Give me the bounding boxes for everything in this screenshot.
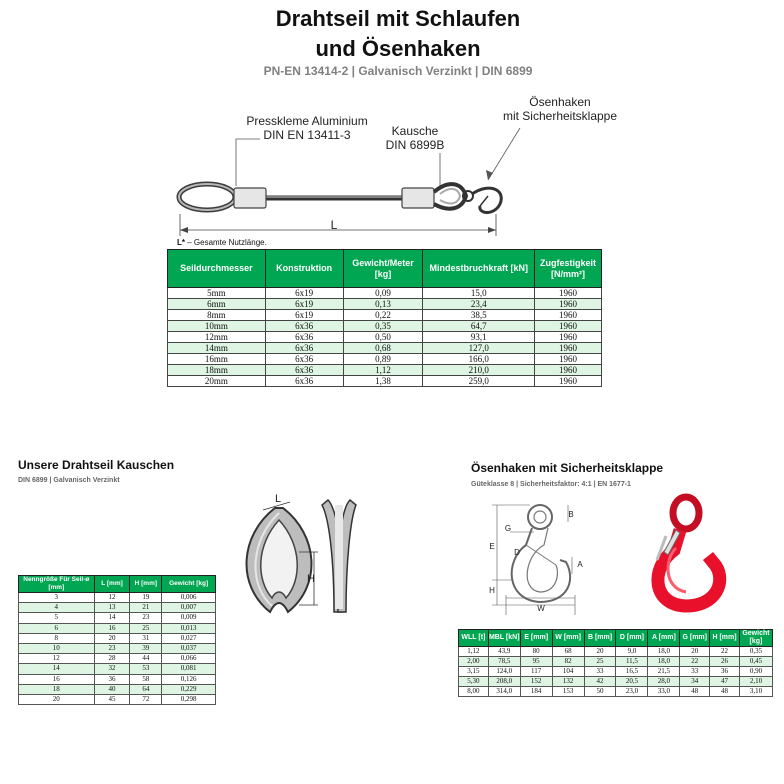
col-header: Nenngröße Für Seil-ø [mm]	[19, 576, 95, 593]
press-clamp-label-2: DIN EN 13411-3	[263, 128, 351, 142]
table-cell: 1,12	[459, 647, 489, 657]
table-cell: 104	[552, 667, 584, 677]
table-cell: 0,09	[343, 288, 423, 299]
table-cell: 184	[520, 687, 552, 697]
table-cell: 0,35	[739, 647, 772, 657]
col-header: Mindestbruchkraft [kN]	[423, 250, 535, 288]
table-cell: 23	[94, 643, 130, 653]
table-row	[459, 657, 773, 667]
table-cell: 16mm	[168, 354, 266, 365]
table-cell: 132	[552, 677, 584, 687]
table-cell: 20,5	[616, 677, 648, 687]
col-header: Zugfestigkeit [N/mm²]	[535, 250, 602, 288]
table-cell: 1,12	[343, 365, 423, 376]
table-cell: 210,0	[423, 365, 535, 376]
table-cell: 1960	[535, 376, 602, 387]
table-cell: 14mm	[168, 343, 266, 354]
table-cell: 259,0	[423, 376, 535, 387]
table-cell: 1960	[535, 299, 602, 310]
table-cell: 152	[520, 677, 552, 687]
page-subtitle: PN-EN 13414-2 | Galvanisch Verzinkt | DIN 6899	[263, 64, 533, 78]
table-cell: 16	[94, 623, 130, 633]
table-row	[459, 687, 773, 697]
red-hook-icon	[657, 497, 720, 606]
table-cell: 33,0	[648, 687, 680, 697]
table-cell: 15,0	[423, 288, 535, 299]
table-cell: 23,0	[616, 687, 648, 697]
col-header: H [mm]	[130, 576, 162, 593]
table-cell: 80	[520, 647, 552, 657]
table-cell: 6x36	[265, 332, 343, 343]
table-cell: 0,13	[343, 299, 423, 310]
hook-dim-d: D	[514, 548, 520, 557]
table-cell: 45	[94, 694, 130, 704]
table-cell: 0,68	[343, 343, 423, 354]
table-cell: 33	[680, 667, 710, 677]
col-header: L [mm]	[94, 576, 130, 593]
table-cell: 1960	[535, 310, 602, 321]
table-cell: 0,229	[162, 684, 216, 694]
thimble-label-1: Kausche	[391, 124, 439, 138]
table-cell: 72	[130, 694, 162, 704]
table-cell: 6x36	[265, 343, 343, 354]
table-cell: 43,9	[488, 647, 520, 657]
table-cell: 32	[94, 664, 130, 674]
table-cell: 48	[710, 687, 740, 697]
table-cell: 10	[19, 643, 95, 653]
table-cell: 0,007	[162, 603, 216, 613]
table-cell: 6x19	[265, 310, 343, 321]
table-cell: 6x36	[265, 365, 343, 376]
length-note-symbol: L*	[177, 238, 185, 247]
table-cell: 16,5	[616, 667, 648, 677]
table-header-row	[459, 630, 773, 647]
table-cell: 12mm	[168, 332, 266, 343]
table-cell: 6x36	[265, 354, 343, 365]
table-cell: 28,0	[648, 677, 680, 687]
table-cell: 64,7	[423, 321, 535, 332]
hook-spec-table	[458, 629, 773, 697]
table-cell: 166,0	[423, 354, 535, 365]
table-row	[459, 667, 773, 677]
table-cell: 14	[19, 664, 95, 674]
table-row	[459, 647, 773, 657]
table-cell: 25	[130, 623, 162, 633]
table-cell: 21,5	[648, 667, 680, 677]
table-cell: 18,0	[648, 647, 680, 657]
table-cell: 5	[19, 613, 95, 623]
col-header: G [mm]	[680, 630, 710, 647]
table-cell: 13	[94, 603, 130, 613]
table-cell: 47	[710, 677, 740, 687]
table-cell: 3,15	[459, 667, 489, 677]
length-label: L	[330, 218, 338, 232]
table-cell: 95	[520, 657, 552, 667]
table-cell: 12	[19, 654, 95, 664]
table-cell: 22	[680, 657, 710, 667]
table-cell: 18mm	[168, 365, 266, 376]
hook-dim-e: E	[489, 542, 495, 551]
table-cell: 23,4	[423, 299, 535, 310]
table-cell: 0,45	[739, 657, 772, 667]
table-cell: 0,90	[739, 667, 772, 677]
table-cell: 6x19	[265, 299, 343, 310]
table-cell: 20	[19, 694, 95, 704]
table-cell: 36	[710, 667, 740, 677]
table-cell: 19	[130, 593, 162, 603]
table-cell: 6mm	[168, 299, 266, 310]
hooks-subtitle: Güteklasse 8 | Sicherheitsfaktor: 4:1 | EN 1677-1	[471, 481, 631, 488]
table-cell: 0,22	[343, 310, 423, 321]
thimble-dim-h: H	[307, 573, 315, 585]
table-cell: 18	[19, 684, 95, 694]
thimble-dim-l: L	[274, 493, 282, 505]
table-cell: 2,10	[739, 677, 772, 687]
table-cell: 22	[710, 647, 740, 657]
table-cell: 1960	[535, 332, 602, 343]
table-cell: 0,89	[343, 354, 423, 365]
table-cell: 11,5	[616, 657, 648, 667]
table-cell: 2,00	[459, 657, 489, 667]
table-cell: 53	[130, 664, 162, 674]
table-cell: 20	[680, 647, 710, 657]
table-cell: 1960	[535, 321, 602, 332]
table-cell: 6x36	[265, 321, 343, 332]
table-cell: 42	[584, 677, 616, 687]
table-cell: 93,1	[423, 332, 535, 343]
table-cell: 0,006	[162, 593, 216, 603]
table-cell: 58	[130, 674, 162, 684]
press-clamp-label-1: Presskleme Aluminium	[246, 114, 368, 128]
table-cell: 6x19	[265, 288, 343, 299]
hooks-title: Ösenhaken mit Sicherheitsklappe	[471, 461, 664, 475]
table-cell: 31	[130, 633, 162, 643]
table-cell: 21	[130, 603, 162, 613]
table-cell: 0,126	[162, 674, 216, 684]
kauschen-title: Unsere Drahtseil Kauschen	[18, 458, 175, 472]
table-cell: 1960	[535, 288, 602, 299]
table-cell: 0,009	[162, 613, 216, 623]
col-header: Konstruktion	[265, 250, 343, 288]
col-header: MBL [kN]	[488, 630, 520, 647]
table-cell: 5,30	[459, 677, 489, 687]
table-cell: 38,5	[423, 310, 535, 321]
hook-dim-b: B	[568, 510, 574, 519]
table-cell: 0,35	[343, 321, 423, 332]
table-cell: 0,081	[162, 664, 216, 674]
table-cell: 20	[584, 647, 616, 657]
table-cell: 124,0	[488, 667, 520, 677]
table-cell: 314,0	[488, 687, 520, 697]
table-cell: 5mm	[168, 288, 266, 299]
col-header: W [mm]	[552, 630, 584, 647]
col-header: WLL [t]	[459, 630, 489, 647]
table-cell: 28	[94, 654, 130, 664]
table-cell: 23	[130, 613, 162, 623]
table-cell: 117	[520, 667, 552, 677]
table-cell: 82	[552, 657, 584, 667]
col-header: Seildurchmesser	[168, 250, 266, 288]
table-cell: 3,10	[739, 687, 772, 697]
page-title-line-1: Drahtseil mit Schlaufen	[275, 6, 521, 31]
col-header: Gewicht/Meter [kg]	[343, 250, 423, 288]
hook-label-2: mit Sicherheitsklappe	[502, 109, 618, 123]
table-cell: 34	[680, 677, 710, 687]
hook-dim-a: A	[577, 560, 583, 569]
table-cell: 44	[130, 654, 162, 664]
table-cell: 26	[710, 657, 740, 667]
table-cell: 6	[19, 623, 95, 633]
col-header: D [mm]	[616, 630, 648, 647]
table-cell: 0,298	[162, 694, 216, 704]
table-cell: 12	[94, 593, 130, 603]
table-cell: 68	[552, 647, 584, 657]
col-header: B [mm]	[584, 630, 616, 647]
col-header: E [mm]	[520, 630, 552, 647]
table-cell: 40	[94, 684, 130, 694]
table-cell: 39	[130, 643, 162, 653]
hook-label-1: Ösenhaken	[529, 95, 591, 109]
table-cell: 48	[680, 687, 710, 697]
table-cell: 127,0	[423, 343, 535, 354]
table-cell: 10mm	[168, 321, 266, 332]
col-header: H [mm]	[710, 630, 740, 647]
table-cell: 8mm	[168, 310, 266, 321]
table-cell: 36	[94, 674, 130, 684]
table-cell: 25	[584, 657, 616, 667]
table-cell: 78,5	[488, 657, 520, 667]
table-cell: 20	[94, 633, 130, 643]
table-cell: 1960	[535, 343, 602, 354]
table-cell: 3	[19, 593, 95, 603]
table-cell: 16	[19, 674, 95, 684]
hook-dim-w: W	[537, 604, 545, 613]
table-cell: 64	[130, 684, 162, 694]
table-cell: 14	[94, 613, 130, 623]
table-cell: 0,066	[162, 654, 216, 664]
table-cell: 1960	[535, 365, 602, 376]
table-cell: 4	[19, 603, 95, 613]
table-cell: 153	[552, 687, 584, 697]
col-header: A [mm]	[648, 630, 680, 647]
table-cell: 50	[584, 687, 616, 697]
hook-dim-h: H	[489, 586, 495, 595]
kauschen-subtitle: DIN 6899 | Galvanisch Verzinkt	[18, 477, 120, 484]
table-cell: 0,50	[343, 332, 423, 343]
col-header: Gewicht [kg]	[739, 630, 772, 647]
table-row	[459, 677, 773, 687]
table-cell: 0,027	[162, 633, 216, 643]
hook-dim-g: G	[504, 524, 512, 533]
table-cell: 8	[19, 633, 95, 643]
table-cell: 6x36	[265, 376, 343, 387]
page-title-line-2: und Ösenhaken	[315, 36, 481, 61]
table-cell: 9,0	[616, 647, 648, 657]
thimble-label-2: DIN 6899B	[385, 138, 445, 152]
table-cell: 1960	[535, 354, 602, 365]
table-cell: 208,0	[488, 677, 520, 687]
table-cell: 0,013	[162, 623, 216, 633]
table-cell: 8,00	[459, 687, 489, 697]
table-cell: 0,037	[162, 643, 216, 653]
length-note-text: – Gesamte Nutzlänge.	[185, 238, 267, 247]
table-cell: 20mm	[168, 376, 266, 387]
table-cell: 33	[584, 667, 616, 677]
table-cell: 1,38	[343, 376, 423, 387]
col-header: Gewicht [kg]	[162, 576, 216, 593]
table-cell: 18,0	[648, 657, 680, 667]
